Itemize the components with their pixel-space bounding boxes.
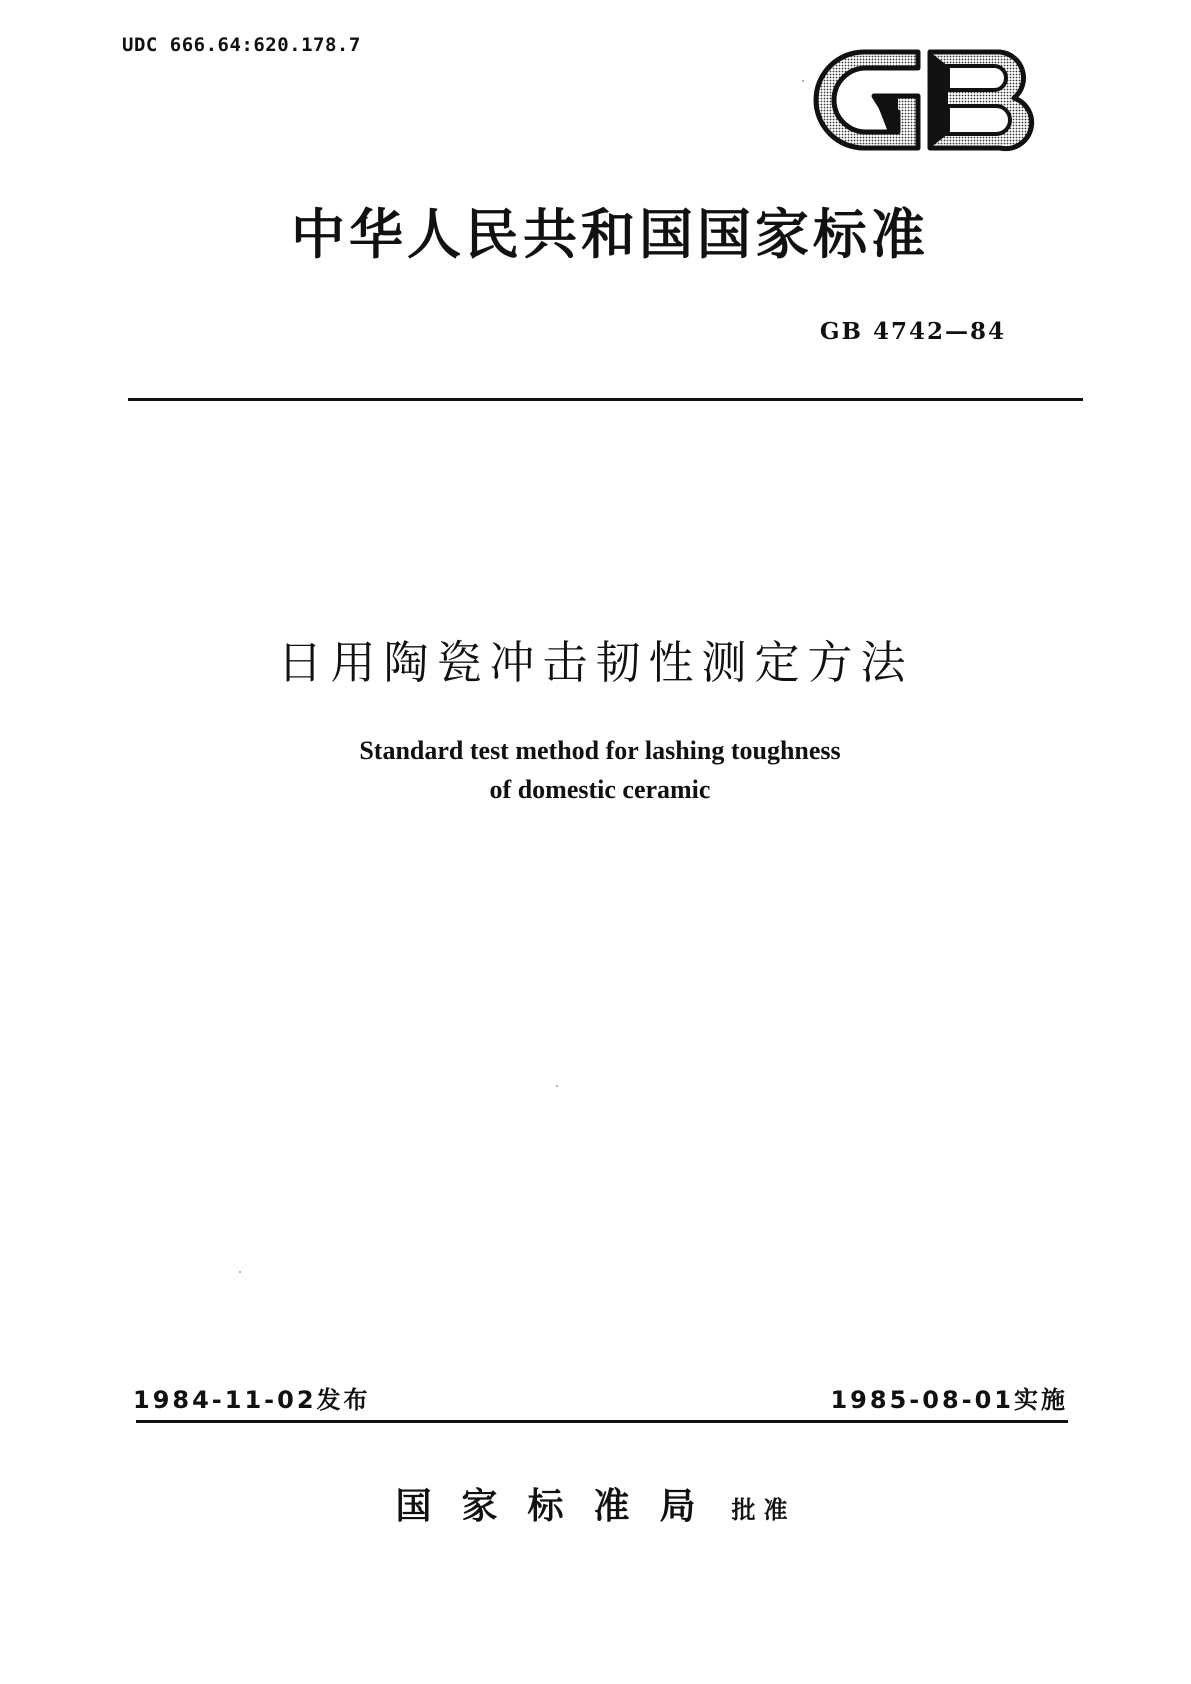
gb-logo-icon	[808, 40, 1040, 160]
approving-organization: 国家标准局	[395, 1486, 726, 1527]
national-standard-heading: 中华人民共和国国家标准	[291, 203, 929, 266]
scan-speck	[556, 1085, 558, 1087]
issue-date: 1984-11-02发布	[133, 1386, 371, 1414]
scan-speck	[802, 80, 804, 82]
udc-code: UDC 666.64:620.178.7	[122, 34, 361, 56]
english-title-line-2: of domestic ceramic	[489, 775, 711, 804]
standard-number: GB 4742—84	[819, 318, 1006, 345]
scan-speck	[239, 1271, 241, 1273]
approval-action: 批准	[731, 1496, 796, 1524]
document-title-chinese: 日用陶瓷冲击韧性测定方法	[277, 636, 914, 689]
effective-date: 1985-08-01实施	[830, 1386, 1068, 1414]
english-title-line-1: Standard test method for lashing toughness	[359, 736, 841, 765]
bottom-divider	[136, 1420, 1068, 1423]
document-title-english	[0, 731, 1191, 809]
approval-line	[0, 1478, 1191, 1529]
top-divider	[128, 398, 1083, 401]
